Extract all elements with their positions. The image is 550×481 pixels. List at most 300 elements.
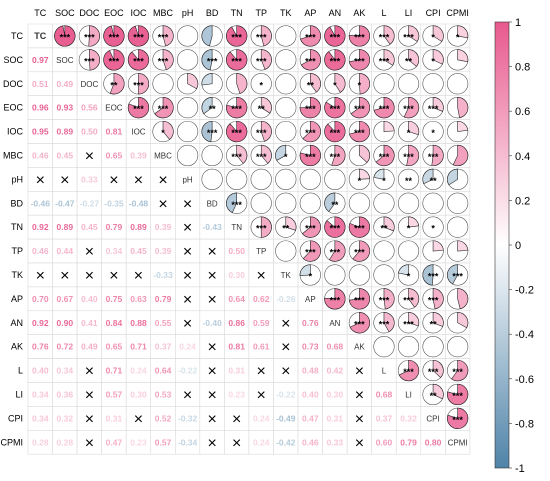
insignificant-mark: × xyxy=(84,434,95,452)
pie-background xyxy=(398,193,419,214)
pie-background xyxy=(374,241,395,262)
insignificant-mark: × xyxy=(84,410,95,428)
insignificant-mark: × xyxy=(207,339,217,357)
correlation-value: 0.36 xyxy=(56,389,74,400)
correlation-value: -0.22 xyxy=(276,389,296,400)
correlation-value: 0.60 xyxy=(375,437,393,448)
column-label: SOC xyxy=(55,8,75,18)
row-label: TP xyxy=(11,246,23,257)
significance-stars: *** xyxy=(305,32,316,43)
significance-stars: *** xyxy=(231,104,242,115)
significance-stars: *** xyxy=(427,295,439,306)
significance-stars: *** xyxy=(329,151,341,162)
insignificant-mark: × xyxy=(354,386,365,404)
correlation-value: 0.40 xyxy=(32,365,49,376)
significance-stars: *** xyxy=(403,151,414,162)
significance-stars: *** xyxy=(403,104,414,115)
correlation-value: 0.46 xyxy=(32,150,49,161)
correlation-value: 0.81 xyxy=(105,126,123,137)
colorbar-tick-label: -0.4 xyxy=(515,329,534,342)
pie-background xyxy=(275,97,296,118)
correlation-value: 0.64 xyxy=(228,293,245,304)
significance-stars: *** xyxy=(133,32,144,43)
column-label: L xyxy=(381,8,387,18)
correlation-value: 0.80 xyxy=(424,437,442,448)
correlation-value: 0.68 xyxy=(375,389,393,400)
correlation-value: 0.92 xyxy=(32,222,49,233)
insignificant-mark: × xyxy=(109,171,119,189)
significance-stars: *** xyxy=(231,128,242,139)
significance-stars: *** xyxy=(59,32,71,43)
correlation-value: 0.62 xyxy=(252,293,270,304)
correlation-value: 0.49 xyxy=(81,341,98,352)
correlation-value: 0.23 xyxy=(130,437,147,448)
insignificant-mark: × xyxy=(182,386,193,404)
correlation-value: -0.42 xyxy=(276,437,296,448)
correlation-value: 0.34 xyxy=(105,246,123,257)
insignificant-mark: × xyxy=(182,195,193,213)
pie-background xyxy=(275,241,296,262)
significance-stars: *** xyxy=(354,295,365,306)
insignificant-mark: × xyxy=(60,171,70,189)
insignificant-mark: × xyxy=(84,363,95,381)
diagonal-label: L xyxy=(381,366,387,376)
insignificant-mark: × xyxy=(207,363,217,381)
diagonal-label: TC xyxy=(34,30,47,41)
correlation-value: 0.59 xyxy=(252,317,270,328)
insignificant-mark: × xyxy=(256,386,266,404)
correlation-value: -0.49 xyxy=(276,413,296,424)
correlation-value: 0.47 xyxy=(105,437,123,448)
correlation-value: 0.46 xyxy=(32,246,49,257)
significance-stars: *** xyxy=(255,128,267,139)
correlation-value: 0.52 xyxy=(154,413,172,424)
insignificant-mark: × xyxy=(232,410,242,428)
correlation-value: 0.31 xyxy=(105,413,123,424)
insignificant-mark: × xyxy=(207,291,217,309)
significance-stars: *** xyxy=(231,32,242,43)
significance-stars: * xyxy=(333,80,337,91)
insignificant-mark: × xyxy=(133,171,144,189)
correlation-value: -0.46 xyxy=(30,198,50,209)
correlation-value: 0.56 xyxy=(81,102,98,113)
correlation-value: -0.32 xyxy=(177,413,198,424)
significance-stars: ** xyxy=(405,175,413,186)
pie-background xyxy=(300,193,321,214)
insignificant-mark: × xyxy=(256,363,266,381)
insignificant-mark: × xyxy=(354,363,365,381)
diagonal-label: SOC xyxy=(56,55,74,65)
significance-stars: *** xyxy=(108,32,120,43)
column-label: TN xyxy=(230,8,243,18)
pie-background xyxy=(447,336,468,357)
correlation-value: -0.48 xyxy=(128,198,149,209)
correlation-value: 0.23 xyxy=(228,389,245,400)
correlation-value: 0.40 xyxy=(302,389,319,400)
insignificant-mark: × xyxy=(84,243,95,261)
correlation-value: 0.48 xyxy=(302,365,319,376)
correlation-value: 0.71 xyxy=(105,365,123,376)
correlation-value: 0.70 xyxy=(32,293,49,304)
correlation-value: 0.89 xyxy=(56,222,74,233)
row-label: TC xyxy=(11,30,23,41)
significance-stars: *** xyxy=(329,32,341,43)
row-label: DOC xyxy=(3,78,23,89)
correlation-value: 0.65 xyxy=(105,150,123,161)
significance-stars: * xyxy=(259,80,263,91)
column-label: TC xyxy=(34,8,47,18)
significance-stars: * xyxy=(284,151,288,162)
significance-stars: *** xyxy=(255,32,267,43)
row-label: CPI xyxy=(7,413,23,424)
significance-stars: *** xyxy=(378,32,390,43)
correlation-value: 0.89 xyxy=(130,222,147,233)
insignificant-mark: × xyxy=(109,267,119,285)
correlation-value: 0.30 xyxy=(130,389,147,400)
significance-stars: *** xyxy=(231,199,242,210)
significance-stars: * xyxy=(431,128,435,139)
correlation-value: 0.28 xyxy=(56,437,74,448)
significance-stars: * xyxy=(431,32,435,43)
insignificant-mark: × xyxy=(158,195,168,213)
colorbar-tick-label: 0.8 xyxy=(515,61,531,74)
correlation-value: 0.64 xyxy=(154,365,172,376)
insignificant-mark: × xyxy=(35,267,45,285)
diagonal-label: TP xyxy=(256,247,267,257)
significance-stars: ** xyxy=(380,223,388,234)
correlation-value: 0.32 xyxy=(56,413,74,424)
significance-stars: *** xyxy=(305,56,316,67)
correlation-value: 0.28 xyxy=(32,437,49,448)
correlation-value: 0.53 xyxy=(154,389,172,400)
significance-stars: *** xyxy=(452,414,463,425)
correlation-value: 0.34 xyxy=(32,413,49,424)
significance-stars: * xyxy=(431,56,435,67)
correlation-value: -0.43 xyxy=(202,222,222,233)
colorbar-tick-label: 0.4 xyxy=(515,150,531,163)
column-label: DOC xyxy=(79,8,100,18)
pie-background xyxy=(275,193,296,214)
pie-background xyxy=(275,26,296,47)
insignificant-mark: × xyxy=(207,386,217,404)
insignificant-mark: × xyxy=(182,291,193,309)
colorbar-tick-label: -1 xyxy=(515,463,525,475)
correlation-value: -0.33 xyxy=(153,269,173,280)
colorbar-tick-label: -0.8 xyxy=(515,418,534,431)
correlation-value: 0.42 xyxy=(326,365,344,376)
significance-stars: *** xyxy=(255,223,267,234)
significance-stars: *** xyxy=(427,104,439,115)
correlation-value: 0.79 xyxy=(105,222,123,233)
insignificant-mark: × xyxy=(182,243,193,261)
significance-stars: * xyxy=(406,223,411,234)
correlation-value: -0.47 xyxy=(55,198,75,209)
significance-stars: ** xyxy=(306,80,314,91)
significance-stars: *** xyxy=(403,319,414,330)
pie-background xyxy=(349,265,370,286)
significance-stars: *** xyxy=(305,151,316,162)
insignificant-mark: × xyxy=(35,171,45,189)
significance-stars: *** xyxy=(329,56,341,67)
pie-background xyxy=(447,193,468,214)
pie-background xyxy=(423,193,444,214)
correlation-value: 0.72 xyxy=(56,341,74,352)
correlation-value: 0.93 xyxy=(56,102,74,113)
pie-background xyxy=(374,73,395,94)
correlation-value: -0.22 xyxy=(177,365,198,376)
significance-stars: ** xyxy=(208,104,216,115)
correlation-value: 0.71 xyxy=(130,341,147,352)
correlation-value: 0.92 xyxy=(32,317,49,328)
correlation-value: 0.57 xyxy=(154,437,172,448)
correlation-value: 0.31 xyxy=(228,365,245,376)
correlation-value: 0.89 xyxy=(56,126,74,137)
colorbar-tick-label: -0.2 xyxy=(515,284,534,297)
significance-stars: *** xyxy=(403,295,414,306)
significance-stars: *** xyxy=(378,104,390,115)
column-label: AN xyxy=(328,8,342,18)
pie-background xyxy=(447,73,468,94)
significance-stars: *** xyxy=(157,32,169,43)
significance-stars: *** xyxy=(157,104,169,115)
significance-stars: *** xyxy=(305,247,316,258)
diagonal-label: TN xyxy=(231,223,243,233)
insignificant-mark: × xyxy=(60,267,70,285)
correlation-value: 0.30 xyxy=(228,269,245,280)
pie-background xyxy=(275,169,296,190)
significance-stars: *** xyxy=(305,223,316,234)
pie-background xyxy=(251,169,272,190)
correlation-value: 0.75 xyxy=(105,293,123,304)
significance-stars: *** xyxy=(427,271,439,282)
diagonal-label: LI xyxy=(405,390,412,400)
insignificant-mark: × xyxy=(84,147,95,165)
column-label: BD xyxy=(205,8,219,18)
pie-background xyxy=(177,26,198,47)
correlation-value: 0.57 xyxy=(105,389,123,400)
significance-stars: *** xyxy=(354,56,365,67)
diagonal-label: EOC xyxy=(105,103,123,113)
significance-stars: *** xyxy=(231,56,242,67)
significance-stars: *** xyxy=(378,151,390,162)
pie-background xyxy=(202,145,223,166)
column-label: TP xyxy=(255,8,267,18)
significance-stars: * xyxy=(161,128,165,139)
correlation-value: 0.81 xyxy=(228,341,245,352)
correlation-value: 0.90 xyxy=(56,317,74,328)
correlation-value: 0.95 xyxy=(32,126,49,137)
insignificant-mark: × xyxy=(256,267,266,285)
row-label: EOC xyxy=(3,102,23,113)
significance-stars: ** xyxy=(331,199,339,210)
pie-background xyxy=(398,336,419,357)
diagonal-label: CPI xyxy=(426,414,440,424)
column-label: TK xyxy=(280,8,292,18)
significance-stars: *** xyxy=(108,56,120,67)
significance-stars: *** xyxy=(378,295,390,306)
significance-stars: *** xyxy=(206,128,218,139)
correlation-value: 0.76 xyxy=(32,341,49,352)
significance-stars: *** xyxy=(452,271,463,282)
significance-stars: *** xyxy=(133,80,144,91)
correlation-value: 0.31 xyxy=(326,413,344,424)
significance-stars: * xyxy=(455,32,460,43)
pie-background xyxy=(177,50,198,71)
significance-stars: ** xyxy=(110,80,118,91)
correlation-value: 0.49 xyxy=(56,78,74,89)
significance-stars: *** xyxy=(305,104,316,115)
pie-background xyxy=(374,336,395,357)
correlation-value: 0.65 xyxy=(105,341,123,352)
correlation-value: 0.32 xyxy=(400,413,417,424)
significance-stars: *** xyxy=(403,367,414,378)
correlation-value: 0.39 xyxy=(130,150,147,161)
correlation-value: 0.37 xyxy=(154,341,172,352)
correlation-value: 0.39 xyxy=(154,246,172,257)
row-label: AP xyxy=(10,293,23,304)
correlation-value: 0.33 xyxy=(326,437,344,448)
insignificant-mark: × xyxy=(158,171,168,189)
pie-background xyxy=(177,145,198,166)
insignificant-mark: × xyxy=(84,267,95,285)
column-label: CPMI xyxy=(446,8,469,18)
pie-background xyxy=(300,169,321,190)
significance-stars: *** xyxy=(84,56,95,67)
row-label: AN xyxy=(10,317,23,328)
pie-background xyxy=(423,73,444,94)
pie-background xyxy=(226,169,247,190)
insignificant-mark: × xyxy=(281,363,291,381)
pie-background xyxy=(447,217,468,238)
significance-stars: ** xyxy=(429,390,437,401)
correlation-value: -0.34 xyxy=(177,437,198,448)
correlation-value: 0.24 xyxy=(252,413,270,424)
correlation-value: 0.67 xyxy=(56,293,74,304)
significance-stars: ** xyxy=(405,56,413,67)
correlation-value: 0.73 xyxy=(302,341,319,352)
significance-stars: *** xyxy=(403,32,414,43)
correlation-value: 0.30 xyxy=(326,389,344,400)
significance-stars: * xyxy=(308,271,313,282)
insignificant-mark: × xyxy=(207,434,217,452)
correlation-value: 0.63 xyxy=(130,293,147,304)
pie-background xyxy=(251,193,272,214)
correlation-value: -0.35 xyxy=(104,198,124,209)
insignificant-mark: × xyxy=(84,386,95,404)
column-label: AP xyxy=(304,8,317,18)
row-label: pH xyxy=(11,174,23,185)
correlation-value: 0.34 xyxy=(56,365,74,376)
pie-background xyxy=(374,265,395,286)
significance-stars: *** xyxy=(354,128,365,139)
colorbar-tick-label: 0.6 xyxy=(515,106,531,119)
colorbar-tick-label: -0.6 xyxy=(515,373,534,386)
correlation-value: -0.26 xyxy=(276,293,296,304)
significance-stars: * xyxy=(357,175,362,186)
insignificant-mark: × xyxy=(133,410,144,428)
insignificant-mark: × xyxy=(354,434,365,452)
significance-stars: *** xyxy=(255,56,267,67)
correlation-value: 0.76 xyxy=(302,317,319,328)
row-label: BD xyxy=(10,198,23,209)
significance-stars: * xyxy=(382,175,386,186)
row-label: L xyxy=(17,365,23,376)
correlation-value: 0.45 xyxy=(81,222,98,233)
row-label: MBC xyxy=(3,150,23,161)
row-label: SOC xyxy=(3,54,23,65)
column-label: CPI xyxy=(425,8,441,18)
pie-background xyxy=(325,265,346,286)
significance-stars: *** xyxy=(305,128,316,139)
significance-stars: * xyxy=(406,128,411,139)
insignificant-mark: × xyxy=(281,315,291,333)
correlation-value: 0.33 xyxy=(81,174,98,185)
significance-stars: *** xyxy=(133,104,144,115)
significance-stars: *** xyxy=(329,104,341,115)
column-label: LI xyxy=(404,8,413,18)
significance-stars: *** xyxy=(354,104,365,115)
insignificant-mark: × xyxy=(133,267,144,285)
correlation-value: 0.46 xyxy=(302,437,319,448)
significance-stars: *** xyxy=(255,151,267,162)
pie-background xyxy=(275,73,296,94)
significance-stars: ** xyxy=(429,319,437,330)
pie-background xyxy=(275,121,296,142)
correlation-value: 0.44 xyxy=(56,246,74,257)
significance-stars: *** xyxy=(427,151,439,162)
correlation-value: 0.50 xyxy=(81,126,98,137)
significance-stars: ** xyxy=(282,223,290,234)
correlation-value: 0.55 xyxy=(154,317,172,328)
pie-background xyxy=(423,336,444,357)
colorbar xyxy=(495,22,509,468)
diagonal-label: TK xyxy=(280,270,291,280)
pie-background xyxy=(275,50,296,71)
correlation-value: 0.68 xyxy=(326,341,344,352)
insignificant-mark: × xyxy=(232,434,242,452)
significance-stars: *** xyxy=(231,151,242,162)
correlation-value: 0.47 xyxy=(302,413,319,424)
insignificant-mark: × xyxy=(281,339,291,357)
pie-background xyxy=(374,193,395,214)
significance-stars: ** xyxy=(429,175,437,186)
significance-stars: *** xyxy=(206,56,218,67)
insignificant-mark: × xyxy=(354,410,365,428)
significance-stars: *** xyxy=(133,56,144,67)
significance-stars: *** xyxy=(354,319,365,330)
row-label: IOC xyxy=(6,126,23,137)
significance-stars: *** xyxy=(354,223,365,234)
pie-background xyxy=(349,193,370,214)
correlation-value: -0.40 xyxy=(202,317,222,328)
correlation-value: 0.51 xyxy=(32,78,49,89)
diagonal-label: CPMI xyxy=(447,438,468,448)
column-label: pH xyxy=(181,8,194,18)
diagonal-label: pH xyxy=(182,175,193,185)
significance-stars: *** xyxy=(354,32,365,43)
row-label: TK xyxy=(11,269,23,280)
significance-stars: *** xyxy=(329,295,341,306)
significance-stars: ** xyxy=(257,104,265,115)
pie-background xyxy=(398,241,419,262)
correlation-value: 0.79 xyxy=(400,437,417,448)
correlation-value: 0.41 xyxy=(81,317,98,328)
pie-background xyxy=(153,73,174,94)
colorbar-tick-label: 0 xyxy=(515,240,522,252)
correlation-value: 0.97 xyxy=(32,54,49,65)
correlation-value: 0.50 xyxy=(228,246,245,257)
correlation-value: 0.96 xyxy=(32,102,49,113)
